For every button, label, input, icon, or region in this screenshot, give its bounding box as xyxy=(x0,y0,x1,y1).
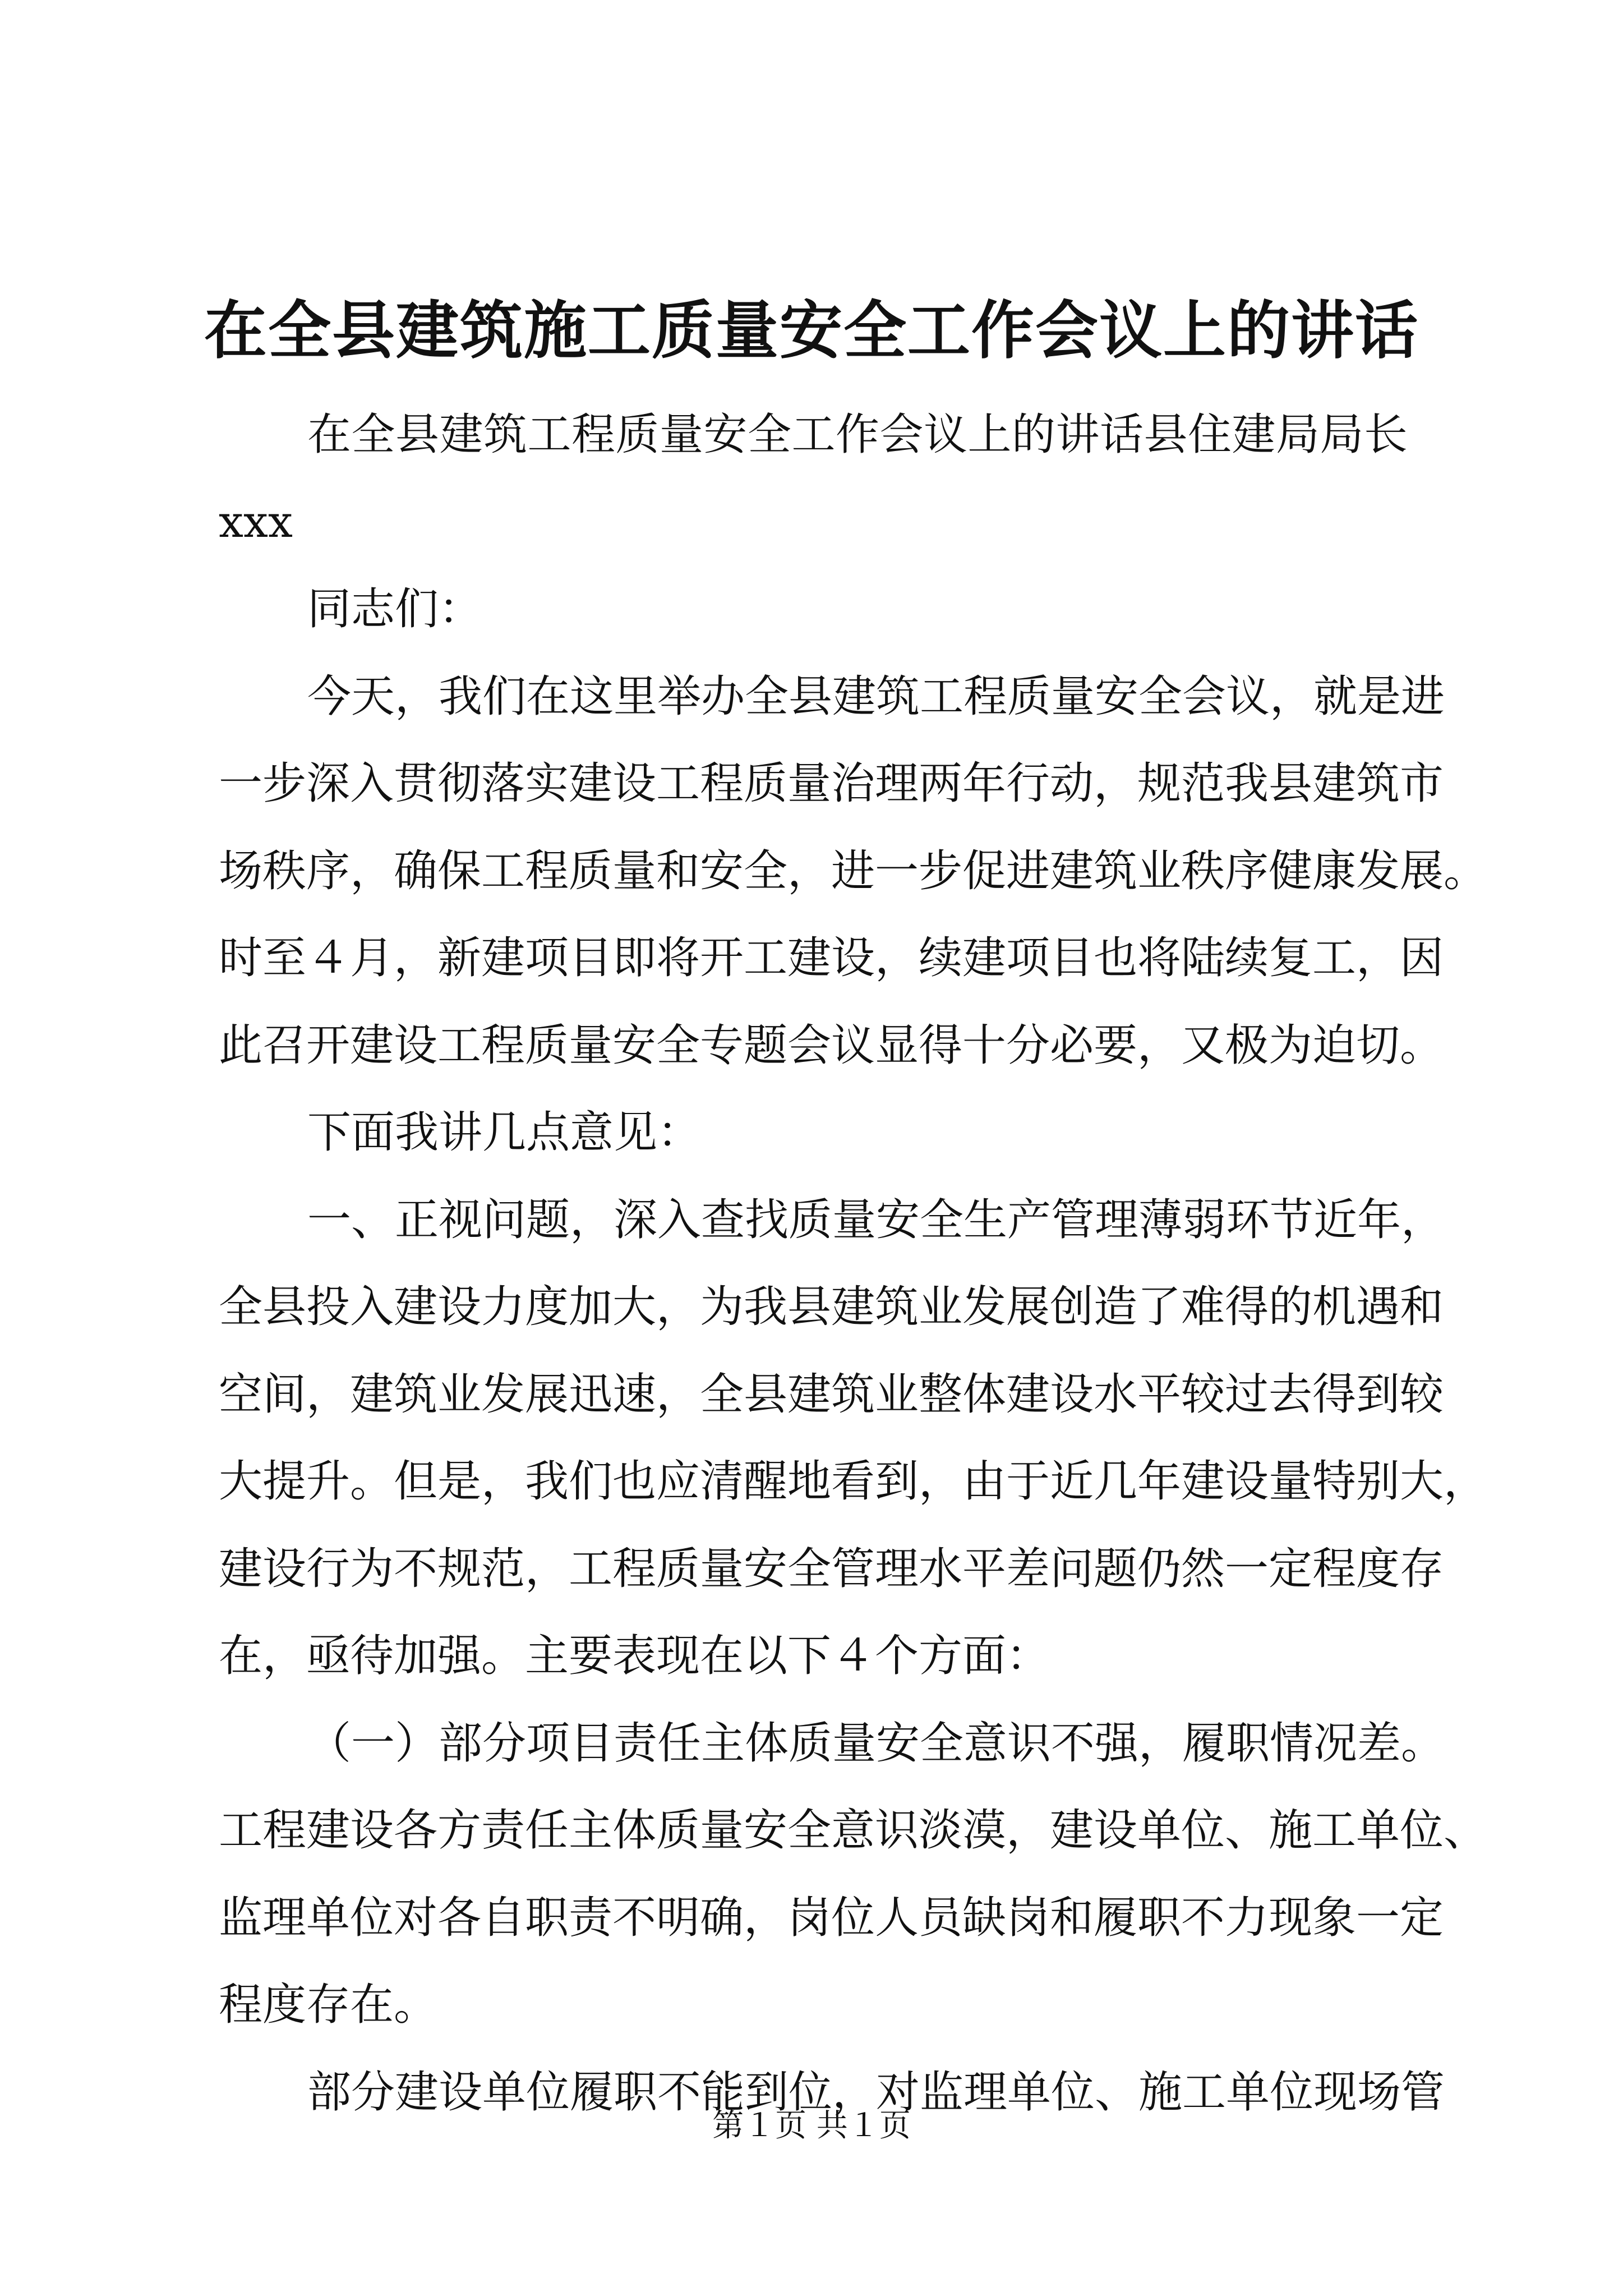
body-line: 下面我讲几点意见： xyxy=(307,1107,702,1158)
body-line: 时至４月，新建项目即将开工建设，续建项目也将陆续复工，因 xyxy=(219,933,1444,983)
body-line: 一步深入贯彻落实建设工程质量治理两年行动，规范我县建筑市 xyxy=(219,758,1444,809)
document-body xyxy=(219,392,1488,2136)
body-line: 监理单位对各自职责不明确，岗位人员缺岗和履职不力现象一定 xyxy=(219,1892,1444,1943)
body-line: 程度存在。 xyxy=(219,1980,438,2030)
body-line: 空间，建筑业发展迅速，全县建筑业整体建设水平较过去得到较 xyxy=(219,1369,1444,1420)
body-line: 部分建设单位履职不能到位，对监理单位、施工单位现场管 xyxy=(307,2067,1445,2118)
body-line: 建设行为不规范，工程质量安全管理水平差问题仍然一定程度存 xyxy=(219,1543,1444,1594)
body-line: 在全县建筑工程质量安全工作会议上的讲话县住建局局长 xyxy=(307,409,1408,460)
body-line: 今天，我们在这里举办全县建筑工程质量安全会议，就是进 xyxy=(307,671,1445,722)
body-line: 大提升。但是，我们也应清醒地看到，由于近几年建设量特别大， xyxy=(219,1456,1488,1507)
body-line: 全县投入建设力度加大，为我县建筑业发展创造了难得的机遇和 xyxy=(219,1282,1444,1332)
body-line: 在，亟待加强。主要表现在以下４个方面： xyxy=(219,1631,1050,1681)
body-line: 同志们： xyxy=(307,584,483,634)
document-title: 在全县建筑施工质量安全工作会议上的讲话 xyxy=(204,294,1419,367)
body-line: 工程建设各方责任主体质量安全意识淡漠，建设单位、施工单位、 xyxy=(219,1805,1488,1856)
body-line: （一）部分项目责任主体质量安全意识不强，履职情况差。 xyxy=(307,1718,1445,1769)
body-line: 场秩序，确保工程质量和安全，进一步促进建筑业秩序健康发展。 xyxy=(219,845,1488,896)
body-line: 一、正视问题，深入查找质量安全生产管理薄弱环节近年， xyxy=(307,1194,1445,1245)
body-line: xxx xyxy=(219,496,293,547)
page-footer: 第１页 共１页 xyxy=(712,2108,911,2144)
body-line: 此召开建设工程质量安全专题会议显得十分必要，又极为迫切。 xyxy=(219,1020,1444,1071)
